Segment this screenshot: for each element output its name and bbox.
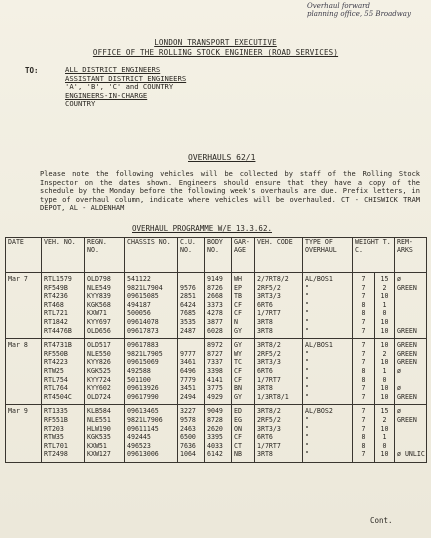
garage-value: WH	[234, 275, 242, 283]
chassis-no-value: 09614078	[127, 317, 159, 326]
weight-cwt-value: 0	[382, 441, 387, 450]
veh-code-value: 1/7RT7	[257, 441, 281, 450]
overhaul-type-value: "	[305, 300, 309, 309]
weight-tons-value: 8	[361, 309, 366, 318]
veh-code-value: 1/7RT7	[257, 375, 281, 384]
weight-cwt-value: 2	[382, 283, 387, 292]
body-no-value: 9049	[207, 407, 223, 416]
regn-no-cell	[85, 339, 125, 405]
veh-no-value: RTW25	[44, 366, 64, 375]
weight-cwt-cell	[375, 339, 395, 405]
garage-cell	[232, 405, 255, 463]
veh-code-value: 2RF5/2	[257, 349, 281, 358]
veh-no-value: RT4731B	[44, 341, 72, 350]
veh-code-value: 3RT8	[257, 384, 273, 393]
overhaul-type-value: AL/BOS1	[305, 341, 333, 350]
body-no-value: 8726	[207, 283, 223, 292]
overhaul-type-value: "	[305, 283, 309, 292]
col-header: REGN. NO.	[85, 238, 125, 273]
regn-no-value: KXW71	[87, 309, 107, 318]
regn-no-value: KGK568	[87, 300, 111, 309]
body-no-value: 2620	[207, 424, 223, 433]
overhaul-type-value: "	[305, 366, 309, 375]
remarks-value: GREEN	[397, 392, 417, 401]
chassis-no-value: 09613926	[127, 384, 159, 393]
weight-tons-value: 8	[361, 366, 366, 375]
veh-code-value: 2/7RT8/2	[257, 275, 289, 283]
garage-value: TC	[234, 358, 242, 367]
veh-no-value: RT1335	[44, 407, 68, 416]
overhaul-type-value: "	[305, 326, 309, 335]
weight-cwt-value: 1	[382, 300, 387, 309]
veh-code-value: 3RT3/3	[257, 292, 281, 301]
weight-tons-value: 7	[361, 384, 366, 393]
chassis-no-value: 09613465	[127, 407, 159, 416]
garage-value: EG	[234, 415, 242, 424]
weight-cwt-value: 0	[382, 309, 387, 318]
cu-no-value: 7779	[180, 375, 196, 384]
weight-tons-value: 7	[361, 450, 366, 459]
cu-no-value: 3535	[180, 317, 196, 326]
weight-cwt-value: 2	[382, 349, 387, 358]
veh-code-cell	[255, 339, 303, 405]
veh-no-cell	[42, 339, 85, 405]
table-row	[6, 273, 427, 339]
veh-no-value: RTL764	[44, 384, 68, 393]
remarks-value: ø	[397, 366, 401, 375]
weight-tons-cell	[353, 405, 375, 463]
remarks-value: GREEN	[397, 349, 417, 358]
chassis-no-cell	[125, 273, 178, 339]
garage-value: BN	[234, 384, 242, 393]
remarks-value	[397, 425, 424, 434]
weight-cwt-value: 10	[380, 326, 389, 335]
garage-value: ON	[234, 424, 242, 433]
chassis-no-cell	[125, 405, 178, 463]
body-no-value: 6028	[207, 326, 223, 335]
regn-no-value: KYY839	[87, 292, 111, 301]
veh-no-cell	[42, 273, 85, 339]
veh-no-value: RT468	[44, 300, 64, 309]
regn-no-value: KYY602	[87, 384, 111, 393]
weight-tons-value: 7	[361, 415, 366, 424]
garage-value: CF	[234, 309, 242, 318]
chassis-no-value: 09617873	[127, 326, 159, 335]
body-no-value: 4141	[207, 375, 223, 384]
recipient-line: ENGINEERS-IN-CHARGE	[65, 90, 148, 100]
garage-value: EP	[234, 283, 242, 292]
regn-no-value: KXW51	[87, 441, 107, 450]
table-header-row	[6, 238, 427, 273]
body-no-value: 3395	[207, 433, 223, 442]
chassis-no-value: 496523	[127, 441, 151, 450]
overhaul-type-value: "	[305, 358, 309, 367]
veh-code-value: 1/3RT8/1	[257, 392, 289, 401]
veh-no-value: RF549B	[44, 283, 68, 292]
regn-no-value: OLD798	[87, 275, 111, 283]
date-cell: Mar 7	[6, 273, 42, 339]
body-no-value: 3775	[207, 384, 223, 393]
veh-no-value: RTL1579	[44, 275, 72, 283]
weight-cwt-value: 10	[380, 450, 389, 459]
chassis-no-value: 9821L7904	[127, 283, 163, 292]
header-line-1: LONDON TRANSPORT EXECUTIVE	[154, 38, 277, 47]
chassis-no-value: 492588	[127, 366, 151, 375]
garage-value: TB	[234, 292, 242, 301]
veh-code-cell	[255, 405, 303, 463]
veh-code-value: 6RT6	[257, 366, 273, 375]
weight-tons-value: 8	[361, 300, 366, 309]
regn-no-value: OLD724	[87, 392, 111, 401]
cu-no-value: 1064	[180, 450, 196, 459]
overhaul-type-value: "	[305, 441, 309, 450]
chassis-no-value: 541122	[127, 275, 151, 283]
weight-tons-value: 7	[361, 407, 366, 416]
weight-cwt-value: 15	[380, 407, 389, 416]
cu-no-value: 9578	[180, 415, 196, 424]
col-header: WEIGHT T. C.	[353, 238, 395, 273]
veh-no-value: RT4504C	[44, 392, 72, 401]
body-no-value: 4929	[207, 392, 223, 401]
remarks-value	[397, 318, 424, 327]
veh-code-value: 3RT3/3	[257, 358, 281, 367]
remarks-value: GREEN	[397, 326, 417, 335]
remarks-value: ø	[397, 275, 401, 283]
garage-value: ED	[234, 407, 242, 416]
veh-code-value: 3RT3/3	[257, 424, 281, 433]
remarks-value	[397, 433, 424, 442]
veh-code-value: 3RT8/2	[257, 407, 281, 416]
chassis-no-value: 501100	[127, 375, 151, 384]
body-no-value: 4278	[207, 309, 223, 318]
remarks-value: ø	[397, 407, 401, 416]
regn-no-value: KYY826	[87, 358, 111, 367]
body-no-cell	[205, 339, 232, 405]
garage-value: GY	[234, 341, 242, 350]
remarks-value: ø UNLIC	[397, 450, 425, 459]
recipient-line: ALL DISTRICT ENGINEERS	[65, 65, 161, 74]
overhaul-type-cell	[303, 273, 353, 339]
weight-tons-value: 7	[361, 275, 366, 283]
weight-cwt-value: 15	[380, 275, 389, 283]
cu-no-value: 9777	[180, 349, 196, 358]
regn-no-value: OLD517	[87, 341, 111, 350]
body-no-value: 8972	[207, 341, 223, 350]
section-title: OVERHAULS 62/1	[188, 153, 256, 162]
cu-no-value: 6424	[180, 300, 196, 309]
weight-cwt-value: 10	[380, 424, 389, 433]
body-no-value: 8727	[207, 349, 223, 358]
veh-code-value: 3RT8/2	[257, 341, 281, 350]
recipient-line: ASSISTANT DISTRICT ENGINEERS	[65, 73, 187, 83]
overhaul-type-value: "	[305, 433, 309, 442]
cu-no-value: 6500	[180, 433, 196, 442]
remarks-value: GREEN	[397, 415, 417, 424]
remarks-value: GREEN	[397, 283, 417, 292]
regn-no-value: NLE549	[87, 283, 111, 292]
remarks-value: ø	[397, 384, 401, 393]
overhaul-type-value: "	[305, 309, 309, 318]
veh-code-value: 3RT8	[257, 450, 273, 459]
col-header: TYPE OF OVERHAUL	[303, 238, 353, 273]
veh-no-value: RTL721	[44, 309, 68, 318]
body-no-cell	[205, 273, 232, 339]
regn-no-value: OLD656	[87, 326, 111, 335]
veh-code-value: 6RT6	[257, 300, 273, 309]
remarks-value	[397, 309, 424, 318]
body-no-value: 9149	[207, 275, 223, 283]
remarks-cell	[395, 339, 427, 405]
garage-value: N	[234, 317, 238, 326]
weight-tons-value: 7	[361, 392, 366, 401]
cu-no-value: 3461	[180, 358, 196, 367]
chassis-no-value: 09613006	[127, 450, 159, 459]
veh-no-cell	[42, 405, 85, 463]
cu-no-cell	[178, 405, 205, 463]
weight-tons-value: 7	[361, 326, 366, 335]
handwritten-note: Overhaul forward planning office, 55 Broadway	[307, 2, 411, 18]
col-header: BODY NO.	[205, 238, 232, 273]
weight-tons-value: 7	[361, 283, 366, 292]
veh-no-value: RT1842	[44, 317, 68, 326]
weight-cwt-value: 0	[382, 375, 387, 384]
header-line-2: OFFICE OF THE ROLLING STOCK ENGINEER (ROAD SERVICES)	[92, 48, 339, 57]
veh-no-value: RTL754	[44, 375, 68, 384]
veh-no-value: RTL701	[44, 441, 68, 450]
regn-no-value: KYY724	[87, 375, 111, 384]
remarks-value: GREEN	[397, 358, 417, 367]
cu-no-value: 6496	[180, 366, 196, 375]
weight-cwt-cell	[375, 273, 395, 339]
cu-no-cell	[178, 339, 205, 405]
continued-label: Cont.	[370, 516, 393, 525]
overhaul-type-value: "	[305, 349, 309, 358]
weight-tons-value: 8	[361, 441, 366, 450]
overhaul-type-value: "	[305, 424, 309, 433]
col-header: VEH. NO.	[42, 238, 85, 273]
weight-tons-value: 8	[361, 375, 366, 384]
veh-no-value: RF550B	[44, 349, 68, 358]
veh-code-value: 1/7RT7	[257, 309, 281, 318]
chassis-no-value: 09611145	[127, 424, 159, 433]
garage-value: WY	[234, 349, 242, 358]
weight-tons-value: 7	[361, 349, 366, 358]
weight-tons-value: 7	[361, 358, 366, 367]
chassis-no-value: 09617990	[127, 392, 159, 401]
cu-no-value: 7685	[180, 309, 196, 318]
instruction-paragraph: Please note the following vehicles will be collected by staff of the Rolling Stock Inspector on the dates shown. Engineers should ensure that they have a copy of the schedule by the Monday before the following week's overhauls are due. Prefix letters, in type of overhaul column, indicate where vehicles will be overhauled. CT - CHISWICK TRAM DEPOT, AL - ALDENHAM	[40, 170, 420, 213]
cu-no-value: 3227	[180, 407, 196, 416]
veh-code-cell	[255, 273, 303, 339]
weight-cwt-value: 1	[382, 433, 387, 442]
garage-value: CF	[234, 433, 242, 442]
remarks-value	[397, 292, 424, 301]
weight-cwt-value: 10	[380, 317, 389, 326]
chassis-no-value: 09617883	[127, 341, 159, 350]
garage-cell	[232, 339, 255, 405]
regn-no-value: KXW127	[87, 450, 111, 459]
overhaul-type-value: "	[305, 415, 309, 424]
body-no-cell	[205, 405, 232, 463]
overhaul-type-value: AL/BOS2	[305, 407, 333, 416]
recipient-list	[65, 66, 186, 109]
regn-no-value: KGK525	[87, 366, 111, 375]
cu-no-cell	[178, 273, 205, 339]
regn-no-cell	[85, 273, 125, 339]
weight-cwt-value: 10	[380, 358, 389, 367]
weight-cwt-cell	[375, 405, 395, 463]
chassis-no-value: 09615069	[127, 358, 159, 367]
col-header: DATE	[6, 238, 42, 273]
cu-no-value: 3451	[180, 384, 196, 393]
garage-cell	[232, 273, 255, 339]
garage-value: GY	[234, 392, 242, 401]
chassis-no-value: 500056	[127, 309, 151, 318]
chassis-no-value: 09615085	[127, 292, 159, 301]
body-no-value: 7337	[207, 358, 223, 367]
remarks-cell	[395, 405, 427, 463]
chassis-no-cell	[125, 339, 178, 405]
cu-no-value: 2487	[180, 326, 196, 335]
table-row	[6, 339, 427, 405]
weight-tons-value: 7	[361, 424, 366, 433]
col-header: VEH. CODE	[255, 238, 303, 273]
body-no-value: 2668	[207, 292, 223, 301]
cu-no-value: 2463	[180, 424, 196, 433]
body-no-value: 3877	[207, 317, 223, 326]
remarks-cell	[395, 273, 427, 339]
to-label: TO:	[25, 66, 39, 75]
weight-tons-cell	[353, 339, 375, 405]
regn-no-value: HLW190	[87, 424, 111, 433]
veh-no-value: RT4236	[44, 292, 68, 301]
overhaul-type-value: "	[305, 375, 309, 384]
overhaul-type-value: "	[305, 392, 309, 401]
col-header: REM-ARKS	[395, 238, 427, 273]
col-header: C.U. NO.	[178, 238, 205, 273]
chassis-no-value: 494187	[127, 300, 151, 309]
weight-cwt-value: 1	[382, 366, 387, 375]
weight-tons-cell	[353, 273, 375, 339]
body-no-value: 4033	[207, 441, 223, 450]
overhaul-type-value: "	[305, 450, 309, 459]
remarks-value	[397, 376, 424, 385]
veh-no-value: RT2498	[44, 450, 68, 459]
veh-code-value: 2RF5/2	[257, 283, 281, 292]
weight-cwt-value: 10	[380, 384, 389, 393]
cu-no-value: 9576	[180, 283, 196, 292]
body-no-value: 8728	[207, 415, 223, 424]
col-header: GAR-AGE	[232, 238, 255, 273]
overhaul-type-value: AL/BOS1	[305, 275, 333, 283]
table-row	[6, 405, 427, 463]
veh-no-value: RTW35	[44, 433, 64, 442]
remarks-value	[397, 301, 424, 310]
cu-no-value	[180, 275, 202, 284]
chassis-no-value: 9821L7906	[127, 415, 163, 424]
regn-no-value: KGK535	[87, 433, 111, 442]
overhaul-type-value: "	[305, 384, 309, 393]
veh-code-value: 6RT6	[257, 433, 273, 442]
veh-code-value: 2RF5/2	[257, 415, 281, 424]
overhaul-table	[5, 237, 427, 463]
weight-tons-value: 7	[361, 292, 366, 301]
veh-no-value: RT4223	[44, 358, 68, 367]
date-cell: Mar 8	[6, 339, 42, 405]
remarks-value: GREEN	[397, 341, 417, 350]
weight-cwt-value: 10	[380, 341, 389, 350]
garage-value: CF	[234, 366, 242, 375]
garage-value: CF	[234, 300, 242, 309]
recipient-line: COUNTRY	[65, 99, 96, 109]
veh-code-value: 3RT8	[257, 326, 273, 335]
col-header: CHASSIS NO.	[125, 238, 178, 273]
cu-no-value: 2494	[180, 392, 196, 401]
programme-title: OVERHAUL PROGRAMME W/E 13.3.62.	[132, 224, 272, 233]
body-no-value: 3373	[207, 300, 223, 309]
overhaul-type-value: "	[305, 317, 309, 326]
regn-no-value: KYY697	[87, 317, 111, 326]
date-cell: Mar 9	[6, 405, 42, 463]
veh-no-value: RF551B	[44, 415, 68, 424]
regn-no-cell	[85, 405, 125, 463]
overhaul-type-cell	[303, 339, 353, 405]
recipient-line: 'A', 'B', 'C' and COUNTRY	[65, 82, 174, 92]
veh-no-value: RT203	[44, 424, 64, 433]
veh-code-value: 3RT8	[257, 317, 273, 326]
cu-no-value: 7636	[180, 441, 196, 450]
chassis-no-value: 9821L7905	[127, 349, 163, 358]
overhaul-type-cell	[303, 405, 353, 463]
remarks-value	[397, 442, 424, 451]
regn-no-value: NLE550	[87, 349, 111, 358]
weight-cwt-value: 10	[380, 392, 389, 401]
cu-no-value	[180, 341, 202, 350]
garage-value: GY	[234, 326, 242, 335]
veh-no-value: RT4476B	[44, 326, 72, 335]
regn-no-value: KLB584	[87, 407, 111, 416]
weight-cwt-value: 10	[380, 292, 389, 301]
weight-tons-value: 7	[361, 317, 366, 326]
chassis-no-value: 492445	[127, 433, 151, 442]
garage-value: CF	[234, 375, 242, 384]
regn-no-value: NLE551	[87, 415, 111, 424]
garage-value: NB	[234, 450, 242, 459]
cu-no-value: 2851	[180, 292, 196, 301]
garage-value: CT	[234, 441, 242, 450]
weight-tons-value: 7	[361, 341, 366, 350]
weight-cwt-value: 2	[382, 415, 387, 424]
weight-tons-value: 8	[361, 433, 366, 442]
overhaul-type-value: "	[305, 292, 309, 301]
body-no-value: 6142	[207, 450, 223, 459]
body-no-value: 3398	[207, 366, 223, 375]
